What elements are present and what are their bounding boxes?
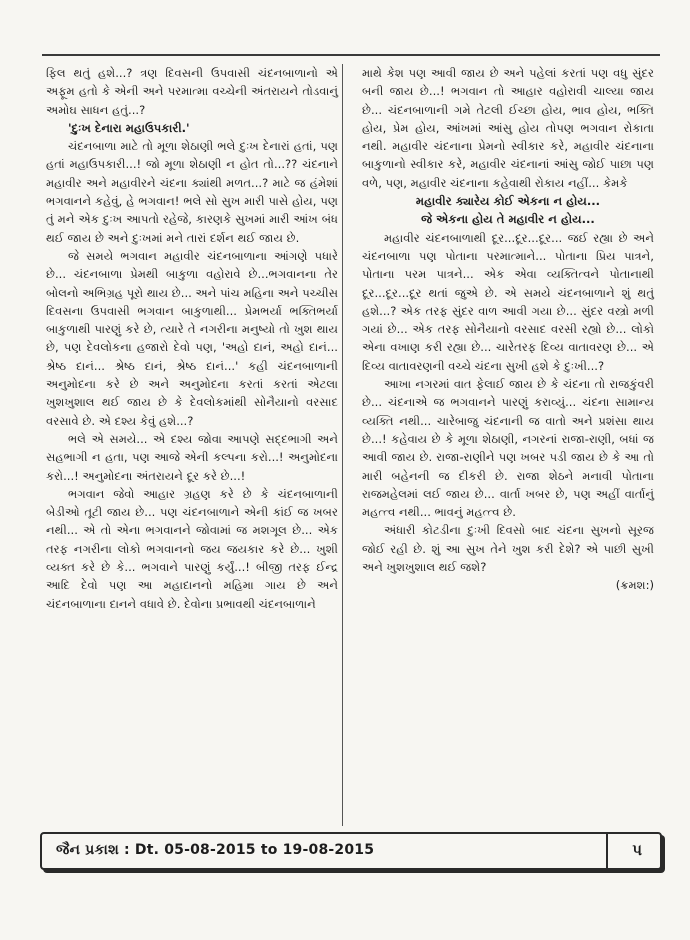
top-rule [42, 54, 660, 56]
paragraph: જે સમયે ભગવાન મહાવીર ચંદનબાળાના આંગણે પધારે છે... ચંદનબાળા પ્રેમથી બાકુળા વહોરાવે છે...ભગવાનના તેર બોલનો અભિગ્રહ પૂરો થાય છે... અને પાંચ મહિના અને પચ્ચીસ દિવસના ઉપવાસી ભગવાન બાકુળાથી... પ્રેમભર્યા ભક્તિભર્યા બાકુળાથી પારણું કરે છે, ત્યારે તે નગરીના મનુષ્યો તો ખુશ થાય છે, પણ દેવલોકના હજારો દેવો પણ, 'અહો દાનં, અહો દાનં... શ્રેષ્ઠ દાનં... શ્રેષ્ઠ દાનં, શ્રેષ્ઠ દાનં...' કહી ચંદનબાળાની અનુમોદના કરે છે અને અનુમોદના કરતાં કરતાં એટલા ખુશખુશાલ થઈ જાય છે કે દેવલોકમાંથી સોનૈયાનો વરસાદ વરસાવે છે. એ દશ્ય કેવું હશે...? [46, 248, 338, 428]
paragraph: આખા નગરમાં વાત ફેલાઈ જાય છે કે ચંદના તો રાજકુંવરી છે... ચંદનાએ જ ભગવાનને પારણું કરાવ્યું... ચંદના સામાન્ય વ્યક્તિ નથી... ચારેબાજુ ચંદનાની જ વાતો અને પ્રશંસા થાય છે...! કહેવાય છે કે મૂળા શેઠાણી, નગરનાં રાજા-રાણી, બધાં જ આવી જાય છે. રાજા-રાણીને પણ ખબર પડી જાય છે કે આ તો મારી બહેનની જ દીકરી છે. રાજા શેઠને મનાવી પોતાના રાજમહેલમાં લઈ જાય છે... વાર્તા ખબર છે, પણ અહીં વાર્તાનું મહત્ત્વ નથી... ભાવનું મહત્ત્વ છે. [362, 377, 654, 520]
paragraph: અંધારી કોટડીના દુઃખી દિવસો બાદ ચંદના સુખનો સૂરજ જોઈ રહી છે. શું આ સુખ તેને ખુશ કરી દેશે? એ પાછી સુખી અને ખુશખુશાલ થઈ જશે? [362, 523, 654, 575]
page-footer [40, 832, 662, 870]
footer-separator [606, 834, 608, 868]
left-column [46, 64, 338, 613]
paragraph: (ક્રમશ:) [615, 578, 654, 593]
paragraph: મહાવીર ચંદનબાળાથી દૂર...દૂર...દૂર... જઈ રહ્યા છે અને ચંદનબાળા પણ પોતાના પરમાત્માને... પોતાના પ્રિય પાત્રને, પોતાના પરમ પાત્રને... એક એવા વ્યક્તિત્વને પોતાનાથી દૂર...દૂર...દૂર થતાં જુએ છે. એ સમયે ચંદનબાળાને શું થતું હશે...? એક તરફ સુંદર વાળ આવી ગયા છે... સુંદર વસ્ત્રો મળી ગયાં છે... એક તરફ સોનૈયાનો વરસાદ વરસી રહ્યો છે... લોકો એના વખાણ કરી રહ્યા છે... ચારેતરફ દિવ્ય વાતાવરણ છે... એ દિવ્ય વાતાવરણની વચ્ચે ચંદના સુખી હશે કે દુઃખી...? [362, 230, 654, 373]
column-divider [342, 64, 343, 826]
paragraph: ચંદનબાળા માટે તો મૂળા શેઠાણી ભલે દુઃખ દેનારાં હતાં, પણ હતાં મહાઉપકારી...! જો મૂળા શેઠાણી ન હોત તો...?? ચંદનાને મહાવીર અને મહાવીરને ચંદના ક્યાંથી મળત...? માટે જ હંમેશાં ભગવાનને કહેવું, હે ભગવાન! ભલે સો સુખ મારી પાસે હોય, પણ તું મને એક દુઃખ આપતો રહેજે, કારણકે સુખમાં મારી આંખ બંધ થઈ જાય છે અને દુઃખમાં મને તારાં દર્શન થઈ જાય છે. [46, 139, 338, 245]
paragraph: માથે કેશ પણ આવી જાય છે અને પહેલાં કરતાં પણ વધુ સુંદર બની જાય છે...! ભગવાન તો આહાર વહોરાવી ચાલ્યા જાય છે... ચંદનબાળાની ગમે તેટલી ઈચ્છા હોય, ભાવ હોય, ભક્તિ હોય, પ્રેમ હોય, આંખમાં આંસુ હોય તોપણ ભગવાન રોકાતા નથી. મહાવીર ચંદનાના પ્રેમનો સ્વીકાર કરે, મહાવીર ચંદનાના બાકુળાનો સ્વીકાર કરે, મહાવીર ચંદનાનાં આંસુ જોઈ પાછા પણ વળે, પણ, મહાવીર ચંદનાના કહેવાથી રોકાય નહીં... કેમકે [362, 66, 654, 190]
paragraph: જે એકના હોય તે મહાવીર ન હોય... [421, 212, 595, 227]
paragraph: ભલે એ સમયે... એ દશ્ય જોવા આપણે સદ્દભાગી અને સહભાગી ન હતા, પણ આજે એની કલ્પના કરો...! અનુમોદના કરો...! અનુમોદના અંતરાયને દૂર કરે છે...! [46, 431, 338, 483]
paragraph: ફિલ થતું હશે...? ત્રણ દિવસની ઉપવાસી ચંદનબાળાનો એ અફૂમ હતો કે એની અને પરમાત્મા વચ્ચેની અંતરાયને તોડવાનું અમોઘ સાધન હતું...? [46, 66, 338, 117]
paragraph: 'દુઃખ દેનારા મહાઉપકારી.' [68, 120, 190, 135]
publication-line: જૈન પ્રકાશ : Dt. 05-08-2015 to 19-08-2015 [56, 842, 375, 858]
paragraph: ભગવાન જેવો આહાર ગ્રહણ કરે છે કે ચંદનબાળાની બેડીઓ તૂટી જાય છે... પણ ચંદનબાળાને એની કાંઈ જ ખબર નથી... એ તો એના ભગવાનને જોવામાં જ મશગૂલ છે... એક તરફ નગરીના લોકો ભગવાનનો જય જયકાર કરે છે... ખુશી વ્યક્ત કરે છે કે... ભગવાને પારણું કર્યું...! બીજી તરફ ઈન્દ્ર આદિ દેવો પણ આ મહાદાનનો મહિમા ગાય છે અને ચંદનબાળાના દાનને વધાવે છે. દેવોના પ્રભાવથી ચંદનબાળાને [46, 486, 338, 611]
page-number: પ [632, 841, 642, 859]
right-column [362, 64, 654, 595]
paragraph: મહાવીર ક્યારેય કોઈ એકના ન હોય... [415, 194, 601, 209]
